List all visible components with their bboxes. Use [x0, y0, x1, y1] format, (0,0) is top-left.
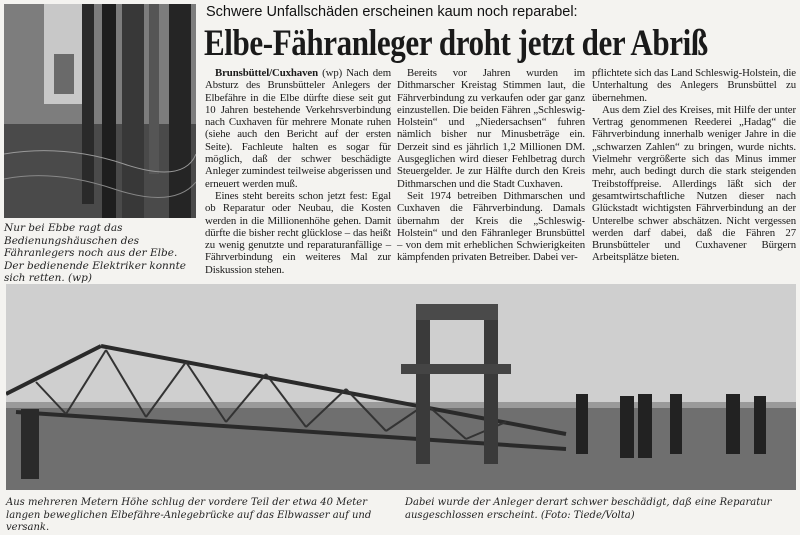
paragraph: (wp) Nach dem Absturz des Brunsbütteler Anlegers der Elbefähre in die Elbe dürfte diese seit gut 10 Jahren bestehende Verkehrsverbindung nach Cuxhaven für mehrere Monate ruhen (siehe auch den Bericht auf der ersten Seite). Fachleute halten es sogar für möglich, daß der schwer beschädigte Anleger zumindest teilweise abgerissen und erneuert werden muß.	[205, 67, 391, 190]
paragraph: Eines steht bereits schon jetzt fest: Egal ob Reparatur oder Neubau, die Kosten werden in die Millionenhöhe gehen. Damit dürfte die bisher recht glücklose – das heißt zu wenig genutzte und reparaturanfällige – Fährverbindung ein weiteres Mal zur Diskussion stehen.	[205, 189, 391, 276]
photo-collapsed-bridge	[6, 284, 796, 490]
paragraph: Aus dem Ziel des Kreises, mit Hilfe der unter Vertrag genommenen Reederei „Hadag“ die Fährverbindung innerhalb weniger Jahre in die „schwarzen Zahlen“ zu bringen, wurde nichts. Vielmehr vergrößerte sich das Minus immer mehr, auch bedingt durch die stark steigenden Treibstoffpreise. Allerdings läßt sich der gesamtwirtschaftliche Nutzen dieser nach Glückstadt wichtigsten Fährverbindung an der Unterelbe schwer abschätzen. Nicht vergessen werden darf dabei, daß die Fähren 27 Brunsbütteler und Cuxhavener Bürgern Arbeitsplätze bieten.	[592, 103, 796, 264]
photo-top-drawing	[4, 4, 196, 218]
article-column-2	[397, 67, 585, 264]
paragraph: Seit 1974 betreiben Dithmarschen und Cuxhaven die Fährverbindung. Damals übernahm der Kreis die „Schleswig-Holstein“ und den Fähranleger Brunsbüttel – von dem mit erheblichen Schwierigkeiten kämpfenden privaten Betreiber. Dabei ver-	[397, 189, 585, 264]
top-photo-caption: Nur bei Ebbe ragt das Bedienungshäuschen des Fähranlegers noch aus der Elbe. Der bedienende Elektriker konnte sich retten. (wp)	[4, 222, 187, 284]
kicker: Schwere Unfallschäden erscheinen kaum noch reparabel:	[206, 4, 578, 20]
dateline: Brunsbüttel/Cuxhaven	[215, 67, 318, 79]
article-column-3	[592, 67, 796, 264]
paragraph: pflichtete sich das Land Schleswig-Holstein, die Unterhaltung des Anlegers Brunsbüttel zu übernehmen.	[592, 67, 796, 104]
article-column-1	[205, 67, 391, 276]
bottom-photo-caption-right: Dabei wurde der Anleger derart schwer beschädigt, daß eine Reparatur ausgeschlossen erscheint. (Foto: Tiede/Volta)	[405, 497, 772, 521]
photo-bottom-drawing	[6, 284, 796, 490]
paragraph: Bereits vor Jahren wurden im Dithmarscher Kreistag Stimmen laut, die Fährverbindung zu verkaufen oder gar ganz einzustellen. Die beiden Fähren „Schleswig-Holstein“ und „Niedersachsen“ fuhren nämlich bisher nur Minusbeträge ein. Derzeit sind es jährlich 1,2 Millionen DM. Ausgeglichen wird dieser Fehlbetrag durch Steuergelder. Je zur Hälfte durch den Kreis Dithmarschen und die Stadt Cuxhaven.	[397, 67, 585, 190]
headline: Elbe-Fähranleger droht jetzt der Abriß	[204, 23, 708, 64]
photo-ferry-control-house	[4, 4, 196, 218]
bottom-photo-caption-left: Aus mehreren Metern Höhe schlug der vordere Teil der etwa 40 Meter langen beweglichen Elbefähre-Anlegebrücke auf das Elbwasser auf und versank.	[6, 497, 372, 533]
